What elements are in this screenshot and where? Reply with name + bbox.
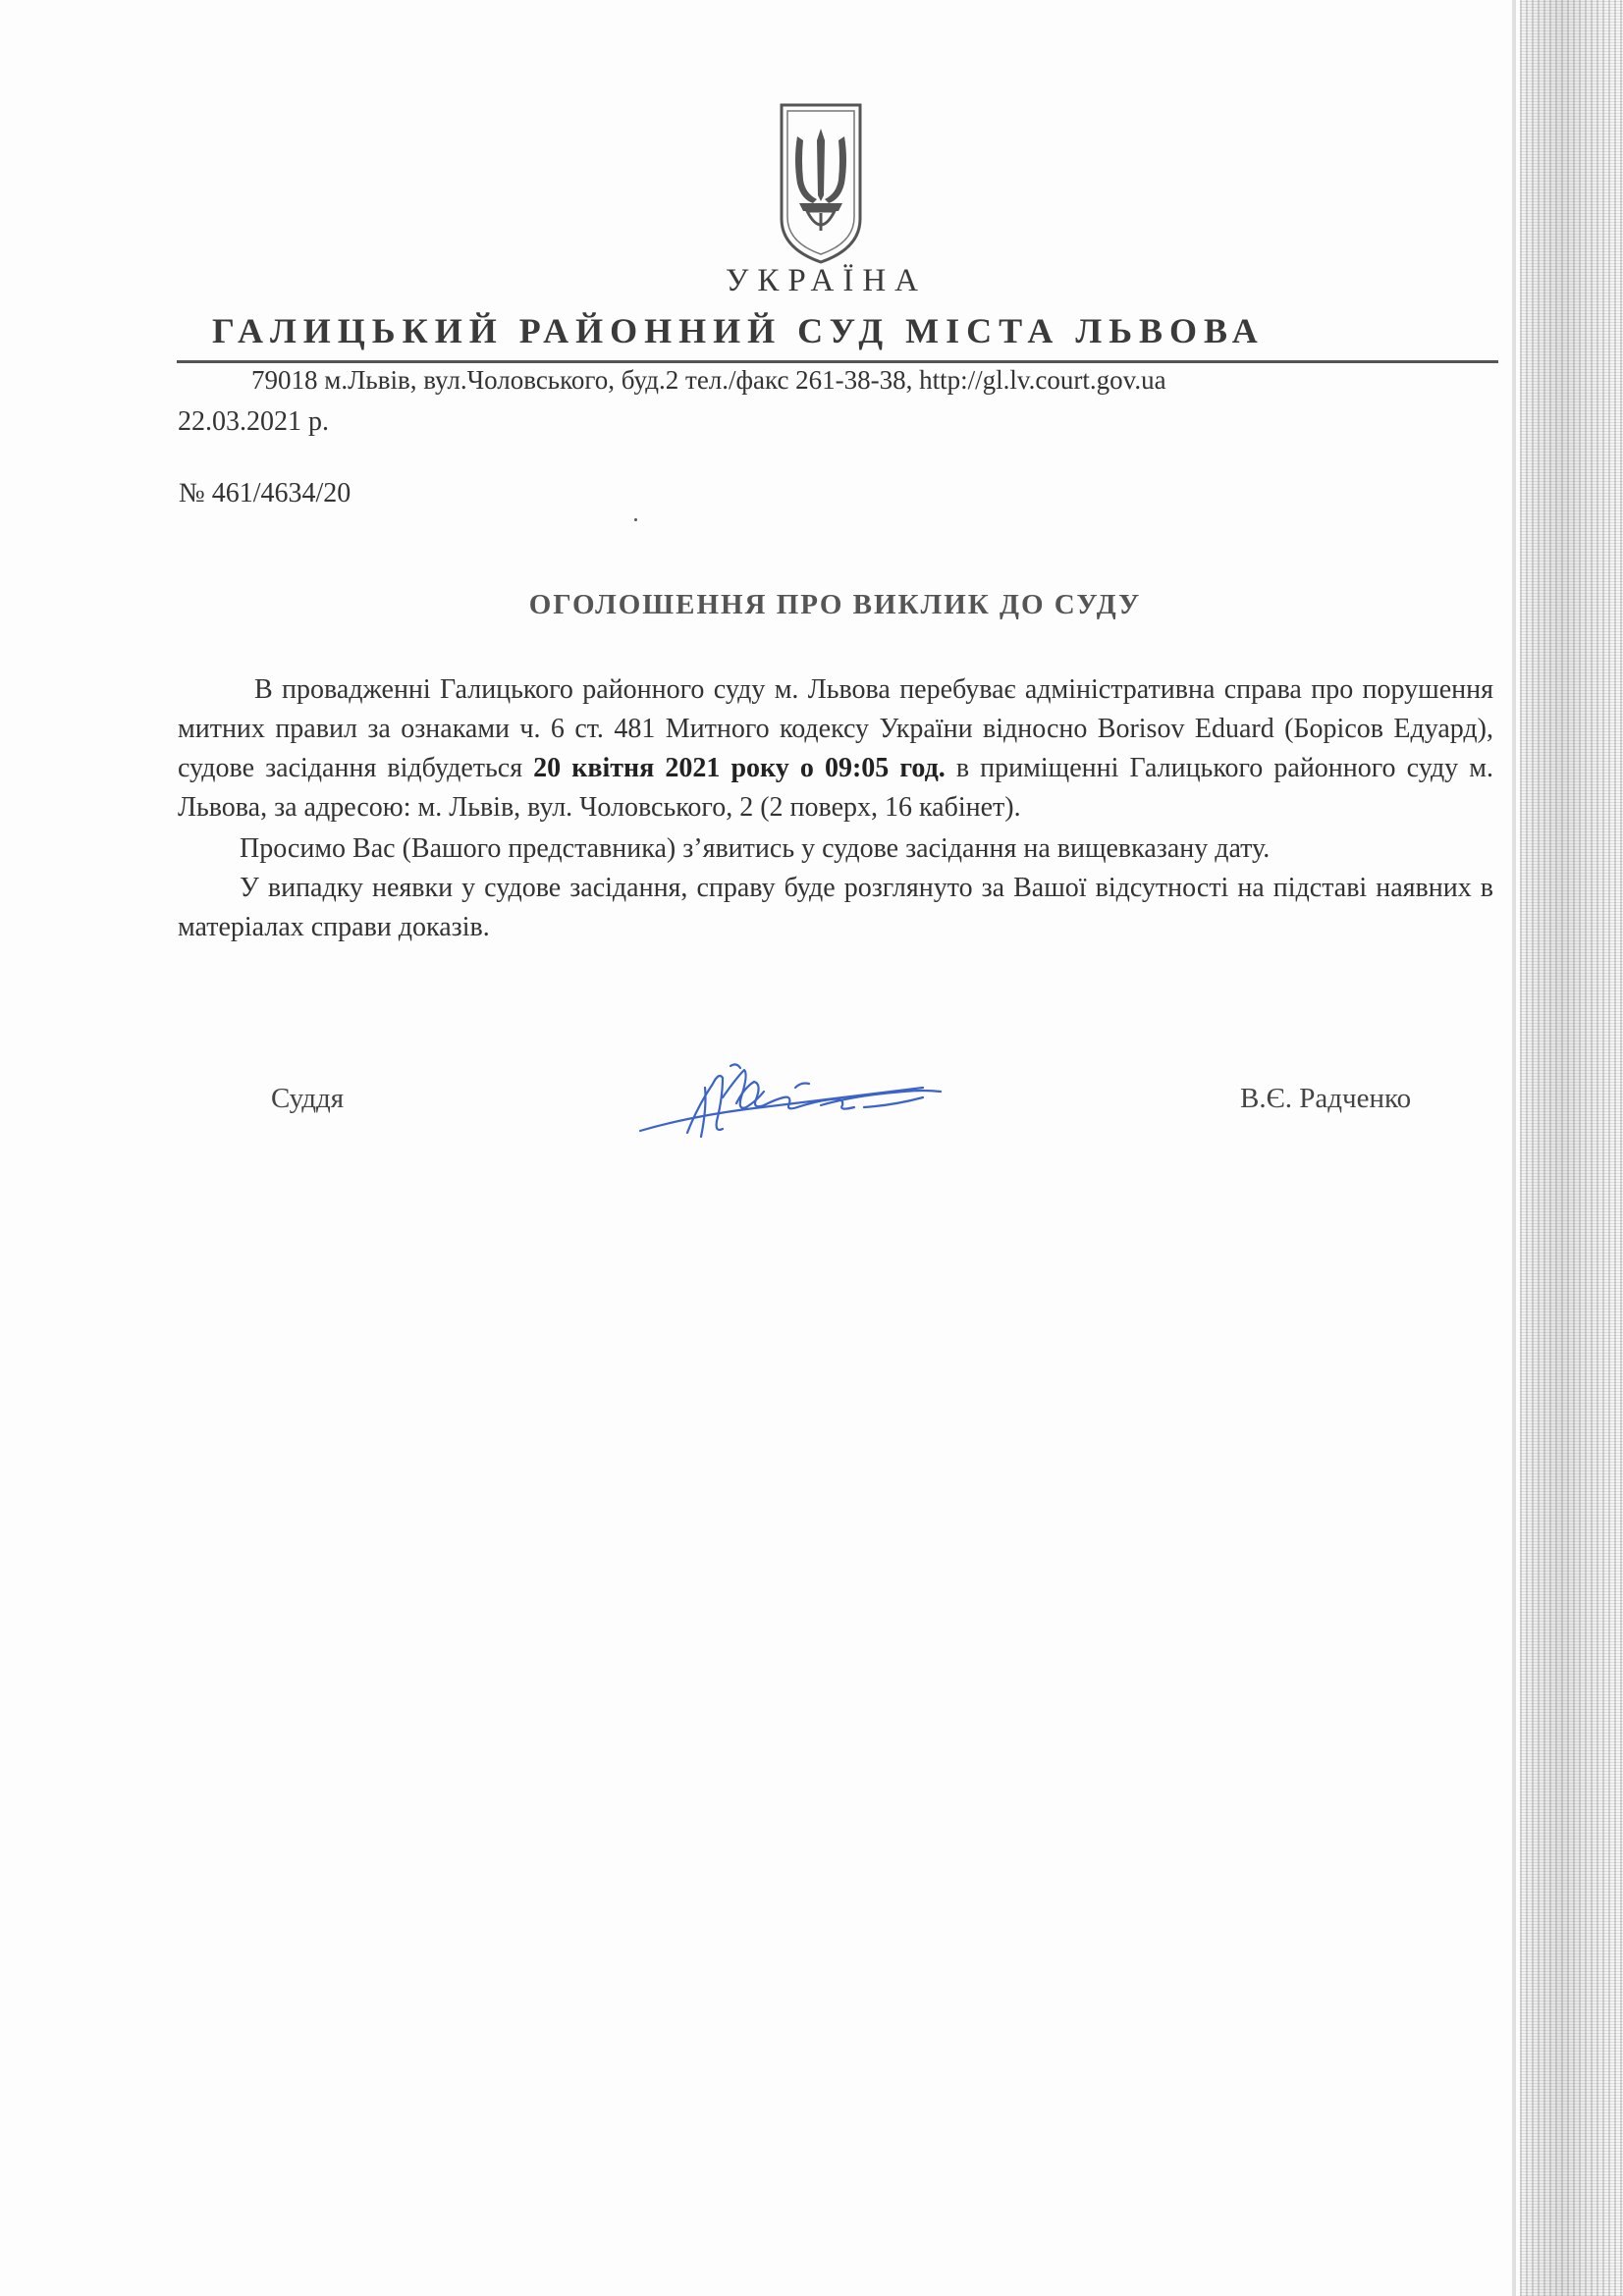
handwritten-signature [628, 1048, 952, 1156]
case-number: № 461/4634/20 [179, 478, 352, 508]
judge-label: Суддя [271, 1083, 345, 1114]
scan-edge-line [1512, 0, 1516, 2296]
court-name: ГАЛИЦЬКИЙ РАЙОННИЙ СУД МІСТА ЛЬВОВА [212, 311, 1265, 350]
trident-coat-of-arms-icon [778, 101, 864, 266]
notice-body [178, 670, 1493, 947]
notice-paragraph-2: Просимо Вас (Вашого представника) з’явитись у судове засідання на вищевказану дату. [240, 833, 1271, 864]
scan-speck [634, 518, 637, 521]
paragraph-1-text-end: в приміщенні Галицького районного суду м. Львова, за адресою: м. Львів, вул. Чоловського, 2 (2 поверх, 16 кабінет). [178, 753, 1493, 823]
court-contacts: 79018 м.Львів, вул.Чоловського, буд.2 тел./факс 261-38-38, http://gl.lv.court.gov.ua [251, 365, 1166, 395]
paragraph-1-text-start: В провадженні Галицького районного суду м. Львова перебуває адміністративна справа про порушення митних правил за ознаками ч. 6 ст. 481 Митного кодексу України відносно Borisov Eduard (Борісов Едуард), судове засідання відбудеться [178, 674, 1493, 783]
judge-name: В.Є. Радченко [1240, 1083, 1412, 1114]
country-name: УКРАЇНА [726, 263, 927, 298]
scan-edge-noise [1520, 0, 1623, 2296]
notice-title: ОГОЛОШЕННЯ ПРО ВИКЛИК ДО СУДУ [528, 589, 1142, 620]
hearing-datetime: 20 квітня 2021 року о 09:05 год. [533, 753, 946, 783]
notice-paragraph-1 [178, 670, 1493, 828]
document-date: 22.03.2021 р. [178, 406, 329, 437]
notice-paragraph-3: У випадку неявки у судове засідання, справу буде розглянуто за Вашої відсутності на підставі наявних в матеріалах справи доказів. [178, 873, 1493, 942]
header-divider [177, 360, 1498, 363]
